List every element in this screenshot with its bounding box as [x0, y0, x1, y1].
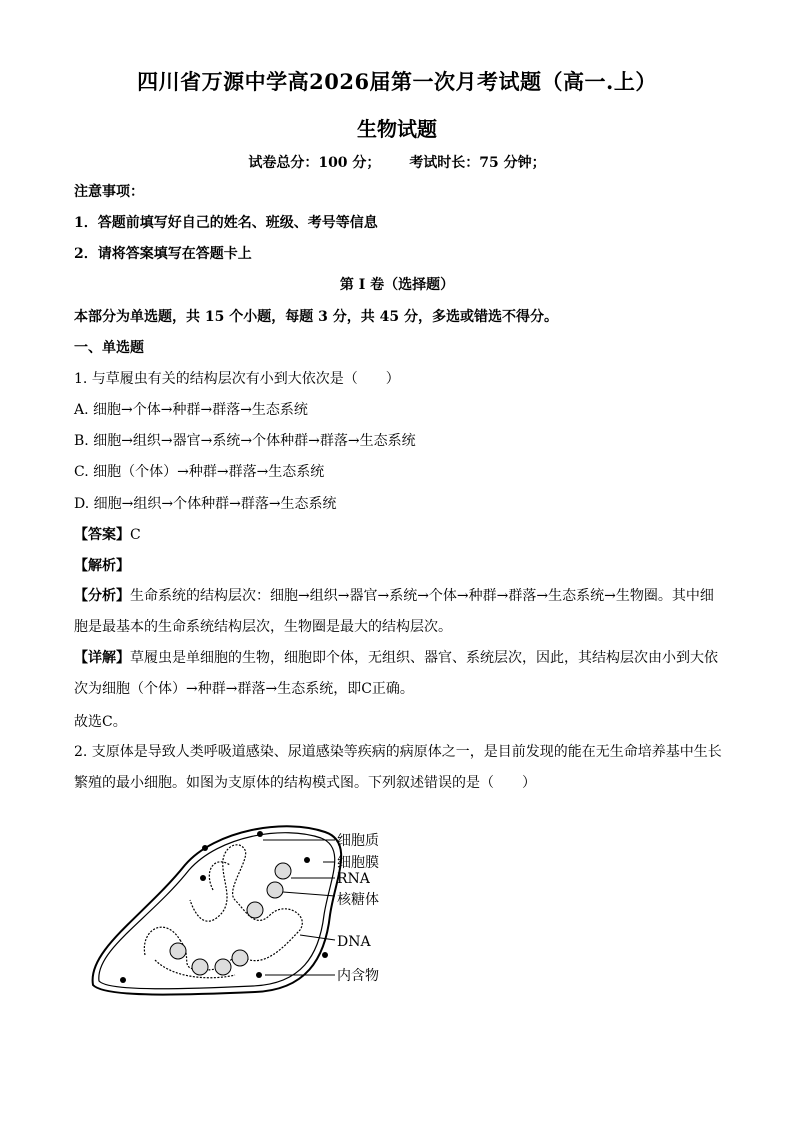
duration: 考试时长：75 分钟； — [409, 155, 546, 171]
subject-title: 生物试题 — [357, 117, 437, 141]
fenxi-tag: 【分析】 — [74, 588, 130, 604]
answer-value: C — [130, 527, 141, 543]
q1-option-a: A. 细胞→个体→种群→群落→生态系统 — [74, 402, 308, 418]
notice-heading: 注意事项： — [74, 184, 144, 200]
q1-xiangjie — [74, 643, 724, 705]
notice-item-1: 1．答题前填写好自己的姓名、班级、考号等信息 — [74, 215, 378, 231]
section-title: 第 I 卷（选择题） — [339, 277, 455, 293]
inclusion — [120, 977, 126, 983]
label-inclusion: 内含物 — [337, 968, 379, 984]
q1-option-c: C. 细胞（个体）→种群→群落→生态系统 — [74, 464, 325, 480]
inclusion — [257, 831, 263, 837]
answer-tag: 【答案】 — [74, 527, 130, 543]
inclusion — [304, 857, 310, 863]
ribosome — [232, 950, 248, 966]
ribosome — [275, 863, 291, 879]
mycoplasma-figure — [85, 820, 415, 1000]
xiangjie-tag: 【详解】 — [74, 650, 130, 666]
inclusion — [200, 875, 206, 881]
label-dna: DNA — [337, 934, 371, 950]
ribosome — [267, 882, 283, 898]
ribosome — [192, 959, 208, 975]
inclusion — [256, 972, 262, 978]
ribosome — [215, 959, 231, 975]
q1-fenxi — [74, 581, 724, 643]
ribosome — [247, 902, 263, 918]
label-ribosome: 核糖体 — [337, 892, 379, 908]
q1-option-d: D. 细胞→组织→个体种群→群落→生态系统 — [74, 496, 337, 512]
inclusion — [202, 845, 208, 851]
section-instruction: 本部分为单选题，共 15 个小题，每题 3 分，共 45 分，多选或错选不得分。 — [74, 309, 558, 325]
q2-stem: 2. 支原体是导致人类呼吸道感染、尿道感染等疾病的病原体之一，是目前发现的能在无生命培养基中生长繁殖的最小细胞。如图为支原体的结构模式图。下列叙述错误的是（ ） — [74, 744, 722, 791]
notice-item-2: 2．请将答案填写在答题卡上 — [74, 246, 252, 262]
label-cell-membrane: 细胞膜 — [337, 855, 379, 871]
ribosome — [170, 943, 186, 959]
q1-conclusion: 故选C。 — [74, 714, 127, 730]
inclusion — [322, 952, 328, 958]
dna-loop — [144, 845, 302, 970]
q1-stem: 1. 与草履虫有关的结构层次有小到大依次是（ ） — [74, 371, 400, 387]
label-cytoplasm: 细胞质 — [337, 833, 379, 849]
exam-title: 四川省万源中学高2026届第一次月考试题（高一.上） — [137, 69, 657, 94]
exam-meta — [0, 152, 794, 172]
q1-option-b: B. 细胞→组织→器官→系统→个体种群→群落→生态系统 — [74, 433, 416, 449]
label-rna: RNA — [337, 871, 370, 887]
q1-answer — [74, 526, 734, 544]
analysis-label: 【解析】 — [74, 558, 130, 574]
xiangjie-text: 草履虫是单细胞的生物，细胞即个体，无组织、器官、系统层次，因此，其结构层次由小到大依次为细胞（个体）→种群→群落→生态系统，即C正确。 — [74, 650, 718, 697]
analysis-tag — [74, 557, 734, 575]
total-score: 试卷总分：100 分； — [248, 155, 381, 171]
fenxi-text: 生命系统的结构层次：细胞→组织→器官→系统→个体→种群→群落→生态系统→生物圈。其中细胞是最基本的生命系统结构层次，生物圈是最大的结构层次。 — [74, 588, 714, 635]
part-heading: 一、单选题 — [74, 340, 144, 356]
